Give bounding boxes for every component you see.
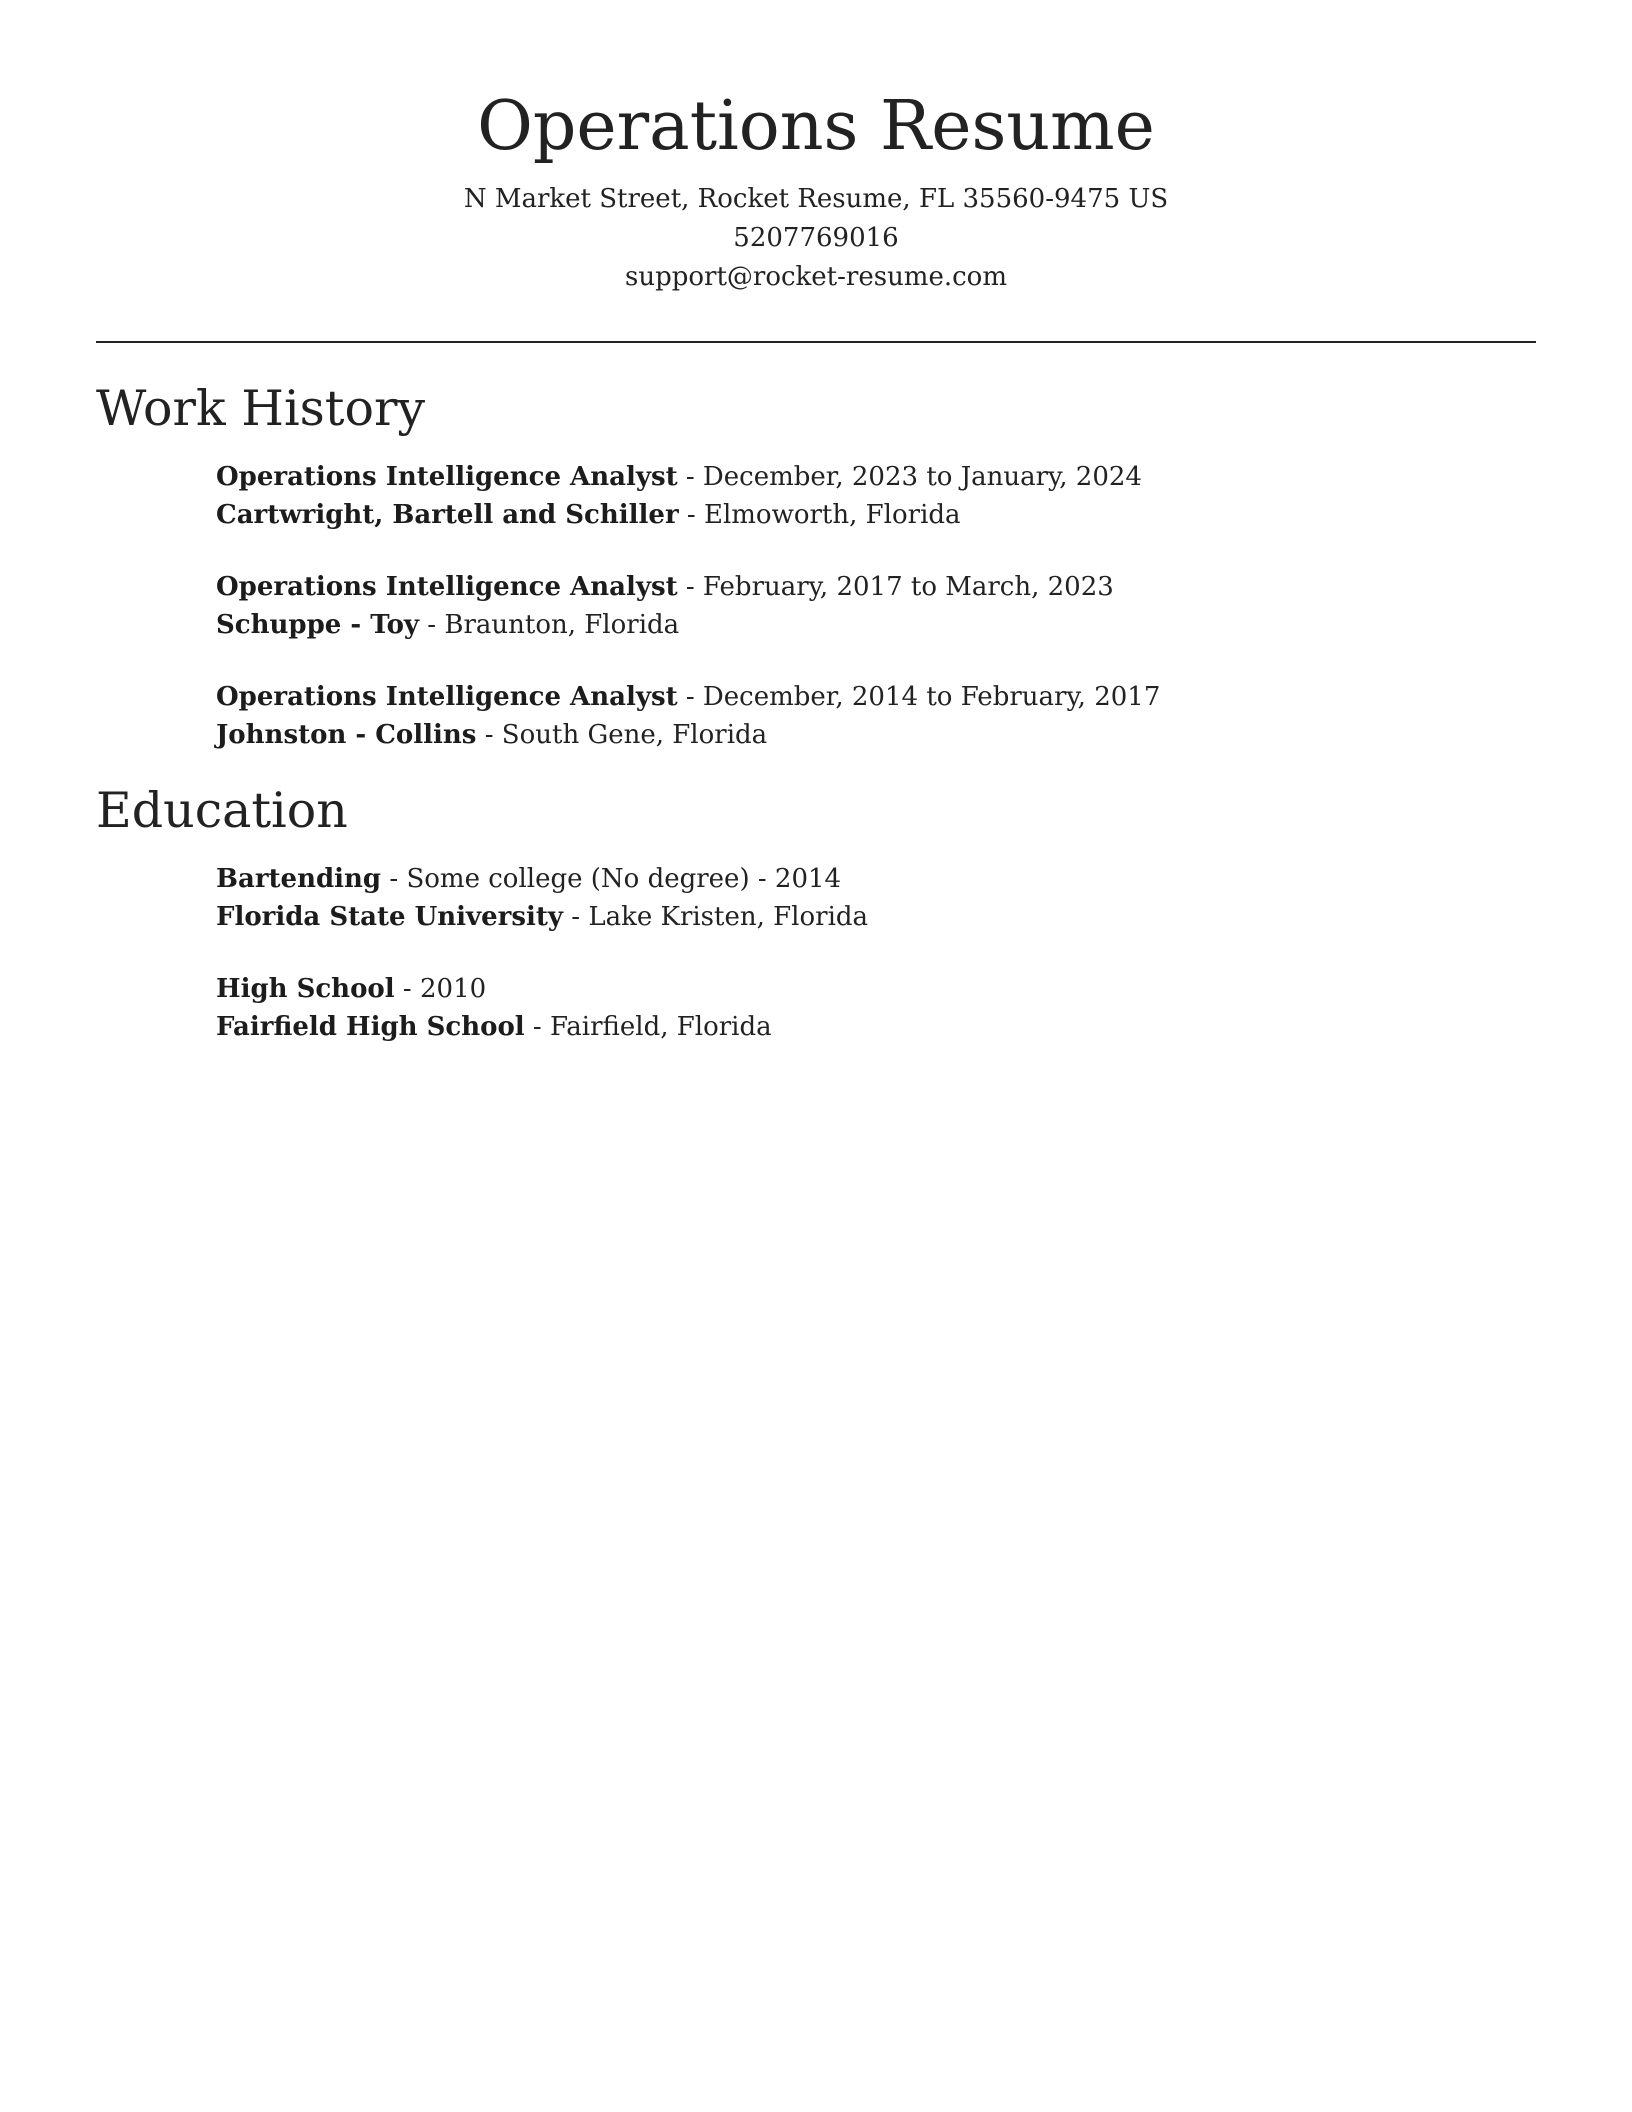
work-entry-company-line: [216, 716, 1516, 754]
education-entry-school-line: [216, 898, 1516, 936]
separator: -: [419, 610, 445, 640]
education-degree-year: Some college (No degree) - 2014: [406, 864, 842, 894]
work-entry: [216, 568, 1516, 644]
job-dates: December, 2014 to February, 2017: [702, 682, 1161, 712]
work-entry: [216, 678, 1516, 754]
education-entry-school-line: [216, 1008, 1516, 1046]
job-title: Operations Intelligence Analyst: [216, 682, 678, 712]
job-dates: December, 2023 to January, 2024: [702, 462, 1142, 492]
job-title: Operations Intelligence Analyst: [216, 572, 678, 602]
separator: -: [524, 1012, 550, 1042]
company-name: Cartwright, Bartell and Schiller: [216, 500, 679, 530]
separator: -: [476, 720, 502, 750]
work-entry-company-line: [216, 496, 1516, 534]
separator: -: [677, 682, 703, 712]
education-entry: [216, 860, 1516, 936]
education-entry-degree-line: [216, 970, 1516, 1008]
job-title: Operations Intelligence Analyst: [216, 462, 678, 492]
separator: -: [677, 462, 703, 492]
education-entry-degree-line: [216, 860, 1516, 898]
education-list: [216, 860, 1516, 1080]
work-history-list: [216, 458, 1516, 788]
company-name: Schuppe - Toy: [216, 610, 420, 640]
separator: -: [563, 902, 589, 932]
company-name: Johnston - Collins: [216, 720, 477, 750]
education-field: Bartending: [216, 864, 382, 894]
contact-email: support@rocket-resume.com: [624, 262, 1007, 292]
education-entry: [216, 970, 1516, 1046]
work-entry: [216, 458, 1516, 534]
education-degree-year: 2010: [419, 974, 487, 1004]
job-location: South Gene, Florida: [501, 720, 768, 750]
separator: -: [381, 864, 407, 894]
work-entry-company-line: [216, 606, 1516, 644]
separator: -: [677, 572, 703, 602]
school-name: Fairfield High School: [216, 1012, 525, 1042]
job-dates: February, 2017 to March, 2023: [702, 572, 1114, 602]
contact-phone: 5207769016: [733, 223, 899, 253]
header-divider: [96, 341, 1536, 343]
separator: -: [394, 974, 420, 1004]
school-name: Florida State University: [216, 902, 564, 932]
resume-header: [96, 82, 1536, 297]
school-location: Lake Kristen, Florida: [588, 902, 869, 932]
work-entry-title-line: [216, 678, 1516, 716]
work-entry-title-line: [216, 568, 1516, 606]
education-heading: Education: [96, 782, 348, 839]
resume-title: Operations Resume: [477, 87, 1155, 166]
work-entry-title-line: [216, 458, 1516, 496]
separator: -: [678, 500, 704, 530]
contact-block: [96, 180, 1536, 297]
job-location: Elmoworth, Florida: [703, 500, 961, 530]
job-location: Braunton, Florida: [444, 610, 680, 640]
work-history-heading: Work History: [96, 380, 426, 437]
school-location: Fairfield, Florida: [550, 1012, 772, 1042]
contact-address: N Market Street, Rocket Resume, FL 35560-9475 US: [463, 184, 1169, 214]
education-field: High School: [216, 974, 395, 1004]
